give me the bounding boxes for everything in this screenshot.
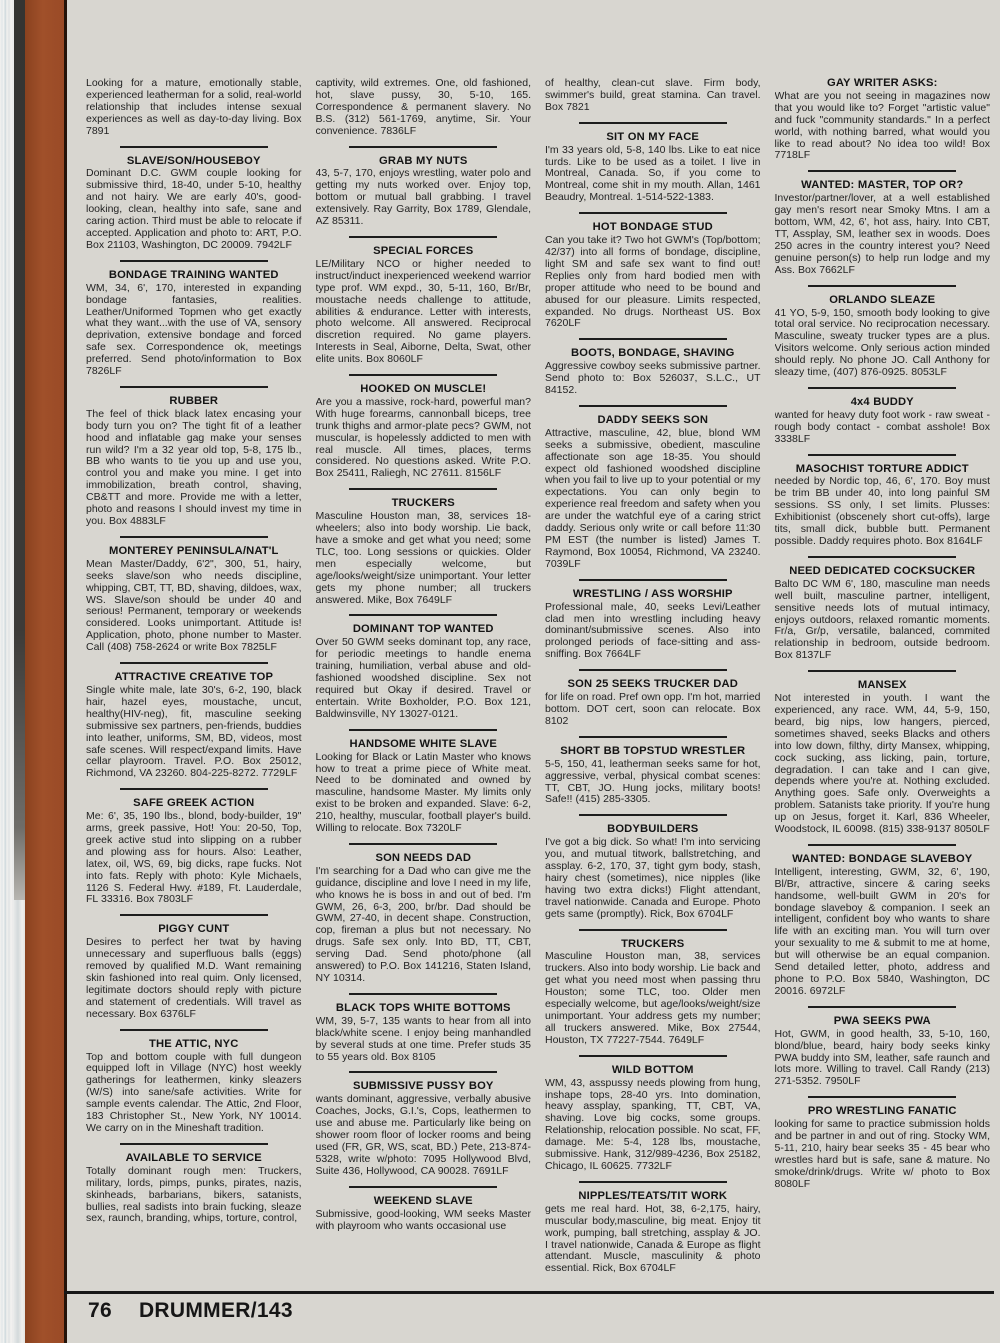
footer-rule	[64, 1291, 994, 1294]
ad-separator	[808, 285, 956, 287]
ad-header: HOT BONDAGE STUD	[592, 221, 713, 234]
ad-header: WANTED: BONDAGE SLAVEBOY	[792, 852, 973, 865]
ad-header: SIT ON MY FACE	[606, 130, 700, 143]
ad-header: PIGGY CUNT	[158, 923, 230, 936]
ad-separator	[808, 670, 956, 672]
ad-body: needed by Nordic top, 46, 6', 170. Boy must be trim BB under 40, into long painful SM sessions. SS only, I set limits. Plusses: Exhibitionist (obscenely short cut-offs), large tits, small dick, bubble butt. Permanent possible. Daddy requires photo. Box 8164LF	[774, 475, 990, 547]
ad-body: Top and bottom couple with full dungeon equipped loft in Village (NYC) host weekly gatherings for leathermen, kinky sleazers (W/S) into sane/safe activities. Write for sample events calendar. The Attic, 2nd Floor, 183 Christopher St., New York, NY 10014. We carry on in the Mineshaft tradition.	[86, 1050, 302, 1134]
ad-body: Professional male, 40, seeks Levi/Leather clad men into wrestling including heavy dominant/submissive scenes. Also into prolonged periods of face-sitting and ass-sniffing. Box 7664LF	[545, 600, 761, 661]
ad-header: DADDY SEEKS SON	[597, 413, 709, 426]
ad-body: Dominant D.C. GWM couple looking for submissive third, 18-40, under 5-10, healthy and not hairy. We are early 40's, good-looking, clean, healthy into safe, sane and caring action. Third must be able to relocate if accepted. Application and photo to: ART, P.O. Box 21103, Washington, DC 20009. 7942LF	[86, 167, 302, 251]
ad-separator	[579, 122, 727, 124]
ad-body: looking for same to practice submission holds and be partner in and out of ring. Stocky WM, 5-11, 210, hairy bear seeks 35 - 45 bear who wrestles hard but is safe, sane & mature. No smoke/drink/drugs. Write w/ photo to Box 8080LF	[774, 1118, 990, 1190]
ad-header: WANTED: MASTER, TOP OR?	[801, 179, 964, 192]
ad-separator	[120, 386, 268, 388]
ad-header: SON NEEDS DAD	[375, 851, 472, 864]
ad-body: 5-5, 150, 41, leatherman seeks same for hot, aggressive, verbal, physical combat scenes: TT, CBT, JO. Hung jocks, military boots! Safe!! (415) 285-3305.	[545, 757, 761, 806]
ad-header: WEEKEND SLAVE	[373, 1194, 473, 1207]
ad-header: ATTRACTIVE CREATIVE TOP	[114, 671, 274, 684]
ad-header: WRESTLING / ASS WORSHIP	[572, 587, 733, 600]
ad-separator	[579, 929, 727, 931]
ad-header: HANDSOME WHITE SLAVE	[349, 737, 497, 750]
ad-body: for life on road. Pref own opp. I'm hot, married bottom. DOT cert, soon can relocate. Box 8102	[545, 691, 761, 727]
ad-body: I've got a big dick. So what! I'm into servicing you, and mutual titwork, ballstretching, and assplay. 6-2, 170, 37, tight gym body, stash, hairy chest (sometimes), nice nipples (like having two extra dicks!) Flight attendant, travel nationwide. Canada and Europe. Photo gets same (promptly). Rick, Box 6704LF	[545, 836, 761, 920]
ad-separator	[349, 614, 497, 616]
ad-body: Masculine Houston man, 38, services truckers. Also into body worship. Lie back and get what you need most when passing thru Houston; some TLC, too. Older men especially welcome, but age/looks/weight/size unimportant. Your address gets my number; all truckers answered. Mike, Box 27544, Houston, TX 77227-7544. 7649LF	[545, 950, 761, 1046]
ad-separator	[120, 146, 268, 148]
ad-separator	[349, 374, 497, 376]
ad-separator	[120, 788, 268, 790]
ad-separator	[808, 170, 956, 172]
ad-header: WILD BOTTOM	[611, 1063, 694, 1076]
ad-separator	[808, 387, 956, 389]
ad-header: MONTEREY PENINSULA/NAT'L	[108, 544, 279, 557]
ad-header: THE ATTIC, NYC	[148, 1037, 239, 1050]
ad-body: Balto DC WM 6', 180, masculine man needs well built, masculine partner, intelligent, sensitive needs lots of mutual intimacy, enjoys outdoors, relaxed romantic moments. Fr/a, Gr/p, versatile, balanced, commited relationship in bedroom, outside bedroom. Box 8137LF	[774, 577, 990, 662]
ad-header: TRUCKERS	[621, 937, 685, 950]
ad-body: Not interested in youth. I want the experienced, any race. WM, 44, 5-9, 150, beard, big nips, low hangers, pierced, sometimes shaved, seeks Blacks and others into low down, filthy, dirty Mansex, whipping, cock sucking, ass licking, pain, torture, degradation. I can take and I can give, depends where you're at. Nothing excluded. Anything goes. Safe only. Overweights a problem. Satanists take priority. If you're hung up on Jesus, forget it. Karl, 836 Wheeler, Woodstock, IL 60098. (815) 338-9137 8050LF	[774, 692, 990, 836]
ad-separator	[349, 1186, 497, 1188]
ad-separator	[349, 843, 497, 845]
ad-body: Mean Master/Daddy, 6'2", 300, 51, hairy, seeks slave/son who needs discipline, whipping, CBT, TT, BD, shaving, dildoes, wax, WS. Slave/son should be under 40 and serious! Permanent, temporary or weekends considered. Looks unimportant. Attitude is! Application, photo, phone number to Master. Call (408) 758-2624 or write Box 7825LF	[86, 557, 302, 654]
ad-body: Aggressive cowboy seeks submissive partner. Send photo to: Box 526037, S.L.C., UT 84152.	[545, 360, 761, 397]
ad-header: 4x4 BUDDY	[850, 395, 914, 408]
ad-header: RUBBER	[169, 394, 219, 407]
ad-body: WM, 43, asspussy needs plowing from hung, inshape tops, 28-40 yrs. Into domination, heavy assplay, spanking, TT, CBT, VA, shaving. Love big cocks, some groups. Relationship, relocation possible. No scat, FF, damage. Me: 5-4, 128 lbs, moustache, submissive. Hank, 312/989-4236, Box 25182, Chicago, IL 60625. 7732LF	[545, 1076, 761, 1172]
ad-header: SPECIAL FORCES	[373, 244, 474, 257]
ad-separator	[579, 669, 727, 671]
ad-header: GAY WRITER ASKS:	[826, 78, 938, 89]
ad-body: What are you not seeing in magazines now that you would like to? Forget "artistic value" and fuck "community standards." In a perfect world, with nothing barred, what would you like to read about? No idea too wild! Box 7718LF	[774, 89, 990, 162]
ad-separator	[808, 556, 956, 558]
ad-header: BOOTS, BONDAGE, SHAVING	[571, 347, 735, 360]
ad-body: wants dominant, aggressive, verbally abusive Coaches, Jocks, G.I.'s, Cops, leathermen to use and abuse me. Particularly like being on shower room floor of locker rooms and being used (FR, GR, WS, scat, BD.) Pete, 213-874-5328, write w/photo: 7095 Hollywood Blvd, Suite 436, Hollywood, CA 90028. 7691LF	[315, 1093, 531, 1177]
ad-header: NIPPLES/TEATS/TIT WORK	[578, 1189, 728, 1202]
ad-body: Looking for a mature, emotionally stable, experienced leatherman for a solid, real-world relationship that includes intense sexual experiences as well as day-to-day living. Box 7891	[86, 78, 302, 137]
ad-body: gets me real hard. Hot, 38, 6-2,175, hairy, muscular body,masculine, big meat. Enjoy tit work, pumping, ball stretching, assplay & JO. I travel nationwide, Canada & Europe as flight attendant. Muscle, masculinity & photo essential. Rick, Box 6704LF	[545, 1202, 761, 1275]
spine-shadow	[14, 0, 25, 900]
ad-body: captivity, wild extremes. One, old fashioned, hot, slave pussy, 30, 5-10, 165. Correspondence & permanent slavery. No B.S. (312) 561-1769, anytime, Sir. Your convenience. 7836LF	[315, 78, 531, 137]
ad-separator	[120, 914, 268, 916]
ad-header: SLAVE/SON/HOUSEBOY	[126, 154, 261, 167]
ad-header: DOMINANT TOP WANTED	[352, 623, 494, 636]
ad-header: NEED DEDICATED COCKSUCKER	[789, 564, 976, 577]
ad-separator	[579, 405, 727, 407]
ad-body: Over 50 GWM seeks dominant top, any race, for periodic meetings to handle enema training, humiliation, verbal abuse and old-fashioned woodshed discipline. Sex not required but Okay if desired. Travel or entertain. Write Boxholder, P.O. Box 121, Baldwinsville, NY 13027-0121.	[315, 636, 531, 720]
ad-separator	[808, 454, 956, 456]
ad-body: Are you a massive, rock-hard, powerful man? With huge forearms, cannonball biceps, tree trunk thighs and armor-plate pecs? GWM, not muscular, is hopelessly addicted to men with real muscle. All times, places, terms considered. No questions asked. Write P.O. Box 25411, Raliegh, NC 27611. 8156LF	[315, 395, 531, 480]
ad-body: LE/Military NCO or higher needed to instruct/induct inexperienced weekend warrior type prof. WM expd., 30, 5-11, 160, Br/Br, moustache needs challenge to attitude, abilities & endurance. Letter with interests, photo welcome. All answered. Reciprocal discretion required. No game players. Interests in Seal, Aiborne, Delta, Swat, other elite units. Box 8060LF	[315, 257, 531, 366]
ad-body: Masculine Houston man, 38, services 18-wheelers; also into body worship. Lie back, have a smoke and get what you need; some TLC, too. Long sessions or quickies. Older men especially welcome, but age/looks/weight/size unimportant. Your letter gets my phone number; all truckers answered. Mike, Box 7649LF	[315, 510, 531, 606]
ad-header: PRO WRESTLING FANATIC	[807, 1105, 957, 1118]
ad-separator	[808, 1006, 956, 1008]
ad-separator	[579, 736, 727, 738]
ad-body: of healthy, clean-cut slave. Firm body, swimmer's build, great stamina. Can travel. Box 7821	[545, 78, 761, 113]
ad-header: SON 25 SEEKS TRUCKER DAD	[567, 678, 738, 691]
ad-header: BONDAGE TRAINING WANTED	[108, 268, 279, 281]
ad-body: I'm 33 years old, 5-8, 140 lbs. Like to eat nice turds. Like to be used as a toilet. I live in Montreal, Canada. So, if you come to Montreal, come shit in my mouth. Allan, 1461 Beaudry, Montreal. 1-514-522-1383.	[545, 143, 761, 204]
ad-body: Looking for Black or Latin Master who knows how to treat a prime piece of White meat. Need to be dominated and owned by masculine, handsome Master. My limits only exist to be broken and expanded. Slave: 6-2, 210, healthy, muscular, football player's build. Willing to relocate. Box 7320LF	[315, 750, 531, 835]
ad-separator	[808, 1096, 956, 1098]
spine-lower-page-edges	[14, 900, 25, 1343]
ad-body: I'm searching for a Dad who can give me the guidance, discipline and love I need in my life, who knows he is boss in and out of bed. I'm GWM, 26, 6-3, 200, br/br. Dad should be GWM, 27-40, in decent shape. Construction, cop, fireman a plus but not necessary. No drugs. Safe sex only. Into BD, TT, CBT, serving Dad. Send photo/phone (all answered) to P.O. Box 141216, Staten Island, NY 10314.	[315, 864, 531, 984]
column-3	[545, 78, 761, 1290]
ad-body: wanted for heavy duty foot work - raw sweat - rough body contact - combat asshole! Box 3338LF	[774, 408, 990, 445]
ad-body: Attractive, masculine, 42, blue, blond WM seeks a submissive, obedient, masculine affectionate son age 18-35. You should expect old fashioned woodshed discipline when you fail to live up to your potential or my expectations. You can only begin to experience real freedom and safety when you are under the watchful eye of a caring strict daddy. Serious only write or call before 11:30 PM EST (the number is listed) James T. Raymond, Box 10054, Richmond, VA 23240. 7039LF	[545, 426, 761, 570]
ad-separator	[579, 579, 727, 581]
ad-separator	[349, 146, 497, 148]
ad-header: PWA SEEKS PWA	[833, 1014, 931, 1027]
ad-body: 41 YO, 5-9, 150, smooth body looking to give total oral service. No reciprocation necessary. Masculine, sweaty trucker types are a plus. Visitors welcome. Only serious action minded should reply. No phone JO. Call Anthony for sleazy time, (407) 876-0925. 8053LF	[774, 306, 990, 379]
ad-separator	[349, 488, 497, 490]
ad-header: SHORT BB TOPSTUD WRESTLER	[560, 744, 746, 757]
ad-body: Hot, GWM, in good health, 33, 5-10, 160, blond/blue, beard, hairy body seeks kinky PWA buddy into SM, leather, safe raunch and lots more. Willing to travel. Call Randy (213) 271-5352. 7950LF	[774, 1027, 990, 1088]
ad-separator	[120, 536, 268, 538]
ad-body: The feel of thick black latex encasing your body turn you on? The tight fit of a leather hood and inflatable gag make your senses run wild? I'm a 32 year old top, 5-8, 175 lb., BB who wants to tie you up and use you, control you and make you mine. I get into immobilization, breath control, shaving, CB&TT and more. Provide me with a letter, photo and reasons I should invest my time in you. Box 4883LF	[86, 407, 302, 527]
column-2	[316, 78, 532, 1290]
book-spine	[25, 0, 67, 1343]
ad-separator	[349, 993, 497, 995]
ad-separator	[120, 260, 268, 262]
ad-header: ORLANDO SLEAZE	[829, 293, 936, 306]
ad-separator	[579, 1181, 727, 1183]
ad-separator	[579, 1055, 727, 1057]
ad-separator	[120, 662, 268, 664]
page-number: 76	[88, 1299, 112, 1322]
book-page-edges	[0, 0, 15, 1343]
ad-header: SAFE GREEK ACTION	[133, 797, 255, 810]
ad-header: MANSEX	[857, 679, 907, 692]
ad-header: AVAILABLE TO SERVICE	[125, 1151, 262, 1164]
column-1	[86, 78, 302, 1290]
ad-body: Intelligent, interesting, GWM, 32, 6', 190, Bl/Br, attractive, sincere & caring seeks handsome, well-built GWM in 20's for bondage slaveboy & companion. I seek an intelligent, confident boy who wants to share life with an exciting man. You will turn over your sexuality to me & submit to me at home, but will otherwise be an equal companion. Send detailed letter, photo, address and phone to P.O. Box 5840, Washington, DC 20016. 6972LF	[774, 865, 990, 997]
ad-body: Desires to perfect her twat by having unnecessary and superfluous balls (eggs) removed by qualified M.D. Want remaining skin fashioned into real quim. Only licensed, legitimate doctors should reply with picture and statement of credentials. Will travel as necessary. Box 6376LF	[86, 936, 302, 1020]
ad-header: SUBMISSIVE PUSSY BOY	[352, 1080, 494, 1093]
ad-body: Single white male, late 30's, 6-2, 190, black hair, hazel eyes, moustache, uncut, healthy(HIV-neg), fit, masculine seeking submissive sex partners, pen-friends, buddies into leather, uniforms, SM, BD, videos, most safe scenes. Will respect/expand limits. Have cellar playroom. Travel. P.O. Box 25012, Richmond, VA 23260. 804-225-8272. 7729LF	[86, 683, 302, 780]
ad-separator	[349, 236, 497, 238]
ad-header: MASOCHIST TORTURE ADDICT	[795, 462, 969, 475]
ad-separator	[120, 1029, 268, 1031]
ad-separator	[579, 814, 727, 816]
footer-line	[88, 1299, 1000, 1323]
ad-body: Totally dominant rough men: Truckers, military, lords, pimps, punks, pirates, nazis, skinheads, barbarians, bikers, satanists, bullies, real sadists into brain fucking, sleaze sex, raunch, branding, whips, torture, control,	[86, 1164, 302, 1225]
ad-body: Investor/partner/lover, at a well established gay men's resort near Smoky Mtns. I am a bottom, WM, 42, 6', hot ass, hairy. Into CBT, TT, Assplay, SM, leather sex in woods. Does 250 acres in the country interest you? Need genuine person(s) to help run lodge and my Ass. Box 7662LF	[774, 192, 990, 276]
ad-separator	[808, 844, 956, 846]
ad-body: Submissive, good-looking, WM seeks Master with playroom who wants occasional use	[315, 1207, 531, 1232]
ad-separator	[579, 338, 727, 340]
ad-body: WM, 39, 5-7, 135 wants to hear from all into black/white scene. I enjoy being manhandled by several studs at one time. Prefer studs 35 to 55 years old. Box 8105	[315, 1014, 531, 1063]
ad-body: 43, 5-7, 170, enjoys wrestling, water polo and getting my nuts worked over. Enjoy top, bottom or mutual ball grabbing. I travel extensively. Ray Garrity, Box 1789, Glendale, AZ 85311.	[315, 167, 531, 228]
column-4	[775, 78, 991, 1290]
ad-header: HOOKED ON MUSCLE!	[360, 383, 487, 396]
ad-separator	[120, 1143, 268, 1145]
page-footer	[64, 1291, 1000, 1323]
magazine-title: DRUMMER/143	[138, 1299, 293, 1322]
classifieds-content	[86, 78, 990, 1290]
ad-header: BLACK TOPS WHITE BOTTOMS	[335, 1001, 511, 1014]
ad-separator	[349, 1071, 497, 1073]
ad-body: WM, 34, 6', 170, interested in expanding bondage fantasies, realities. Leather/Uniformed Topmen who get exactly what they want...with the use of VA, sensory deprivation, extensive bondage and forced safe sex. Correspondence ok, meetings preferred. Send photo/information to Box 7826LF	[86, 281, 302, 378]
ad-header: TRUCKERS	[391, 497, 455, 510]
ad-header: GRAB MY NUTS	[379, 154, 468, 167]
ad-separator	[579, 212, 727, 214]
ad-separator	[349, 729, 497, 731]
ad-header: BODYBUILDERS	[607, 823, 699, 836]
ad-body: Can you take it? Two hot GWM's (Top/bottom; 42/37) into all forms of bondage, discipline, light SM and safe sex want to find out! Replies only from hard bodied men with proper attitude who need to be bound and abused for our pleasure. Limits respected, expanded. No drugs. Northeast US. Box 7620LF	[545, 234, 761, 330]
ad-body: Me: 6', 35, 190 lbs., blond, body-builder, 19" arms, greek passive, Hot! You: 20-50, Top, greek active stud into slipping on a rubber and plowing ass for hours. Also: Leather, latex, oil, WS, 69, big dicks, rape fucks. Not into fats. Reply with photo: Kyle Michaels, 1126 S. Federal Hwy. #189, Ft. Lauderdale, FL 33316. Box 7803LF	[86, 810, 302, 906]
